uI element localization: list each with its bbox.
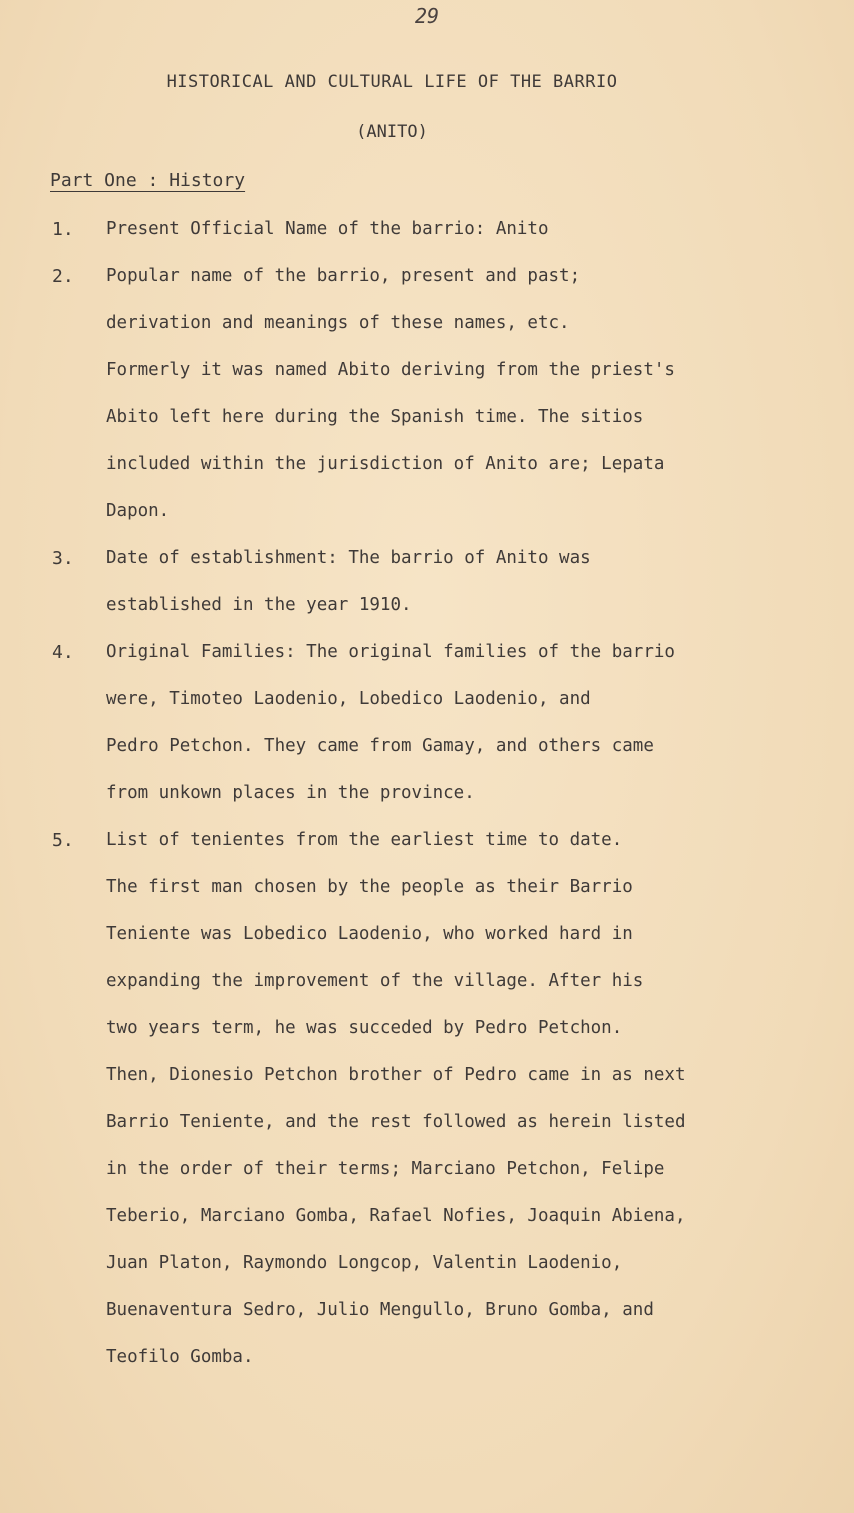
text-line: were, Timoteo Laodenio, Lobedico Laodenio, and bbox=[106, 689, 591, 709]
item-number: 1. bbox=[52, 219, 74, 240]
item-number: 2. bbox=[52, 266, 74, 287]
list-item bbox=[0, 817, 854, 1381]
document-title: HISTORICAL AND CULTURAL LIFE OF THE BARRIO bbox=[166, 72, 618, 92]
list-item bbox=[0, 535, 854, 629]
text-line: Pedro Petchon. They came from Gamay, and others came bbox=[106, 736, 654, 756]
text-line: Original Families: The original families of the barrio bbox=[106, 642, 675, 662]
text-line: in the order of their terms; Marciano Petchon, Felipe bbox=[106, 1159, 665, 1179]
text-line: Juan Platon, Raymondo Longcop, Valentin Laodenio, bbox=[106, 1253, 623, 1273]
text-line: established in the year 1910. bbox=[106, 595, 412, 615]
text-line: Then, Dionesio Petchon brother of Pedro came in as next bbox=[106, 1065, 686, 1085]
document-subtitle: (ANITO) bbox=[356, 122, 428, 142]
text-line: Abito left here during the Spanish time. The sitios bbox=[106, 407, 644, 427]
list-item bbox=[0, 629, 854, 817]
text-line: included within the jurisdiction of Anito are; Lepata bbox=[106, 454, 665, 474]
section-heading: Part One : History bbox=[50, 170, 246, 191]
text-line: Date of establishment: The barrio of Anito was bbox=[106, 548, 591, 568]
text-line: Popular name of the barrio, present and past; bbox=[106, 266, 581, 286]
text-line: Teberio, Marciano Gomba, Rafael Nofies, Joaquin Abiena, bbox=[106, 1206, 686, 1226]
text-line: List of tenientes from the earliest time to date. bbox=[106, 830, 623, 850]
history-list bbox=[0, 206, 854, 1381]
item-number: 3. bbox=[52, 548, 74, 569]
text-line: Present Official Name of the barrio: Anito bbox=[106, 219, 549, 239]
text-line: expanding the improvement of the village. After his bbox=[106, 971, 644, 991]
list-item bbox=[0, 206, 854, 253]
text-line: derivation and meanings of these names, etc. bbox=[106, 313, 570, 333]
text-line: Barrio Teniente, and the rest followed as herein listed bbox=[106, 1112, 686, 1132]
text-line: The first man chosen by the people as their Barrio bbox=[106, 877, 633, 897]
text-line: Teniente was Lobedico Laodenio, who worked hard in bbox=[106, 924, 633, 944]
text-line: Teofilo Gomba. bbox=[106, 1347, 254, 1367]
list-item bbox=[0, 253, 854, 535]
text-line: from unkown places in the province. bbox=[106, 783, 475, 803]
text-line: Formerly it was named Abito deriving from the priest's bbox=[106, 360, 675, 380]
page-number: 29 bbox=[414, 4, 440, 28]
text-line: Buenaventura Sedro, Julio Mengullo, Bruno Gomba, and bbox=[106, 1300, 654, 1320]
text-line: two years term, he was succeded by Pedro Petchon. bbox=[106, 1018, 623, 1038]
item-number: 4. bbox=[52, 642, 74, 663]
item-number: 5. bbox=[52, 830, 74, 851]
text-line: Dapon. bbox=[106, 501, 170, 521]
